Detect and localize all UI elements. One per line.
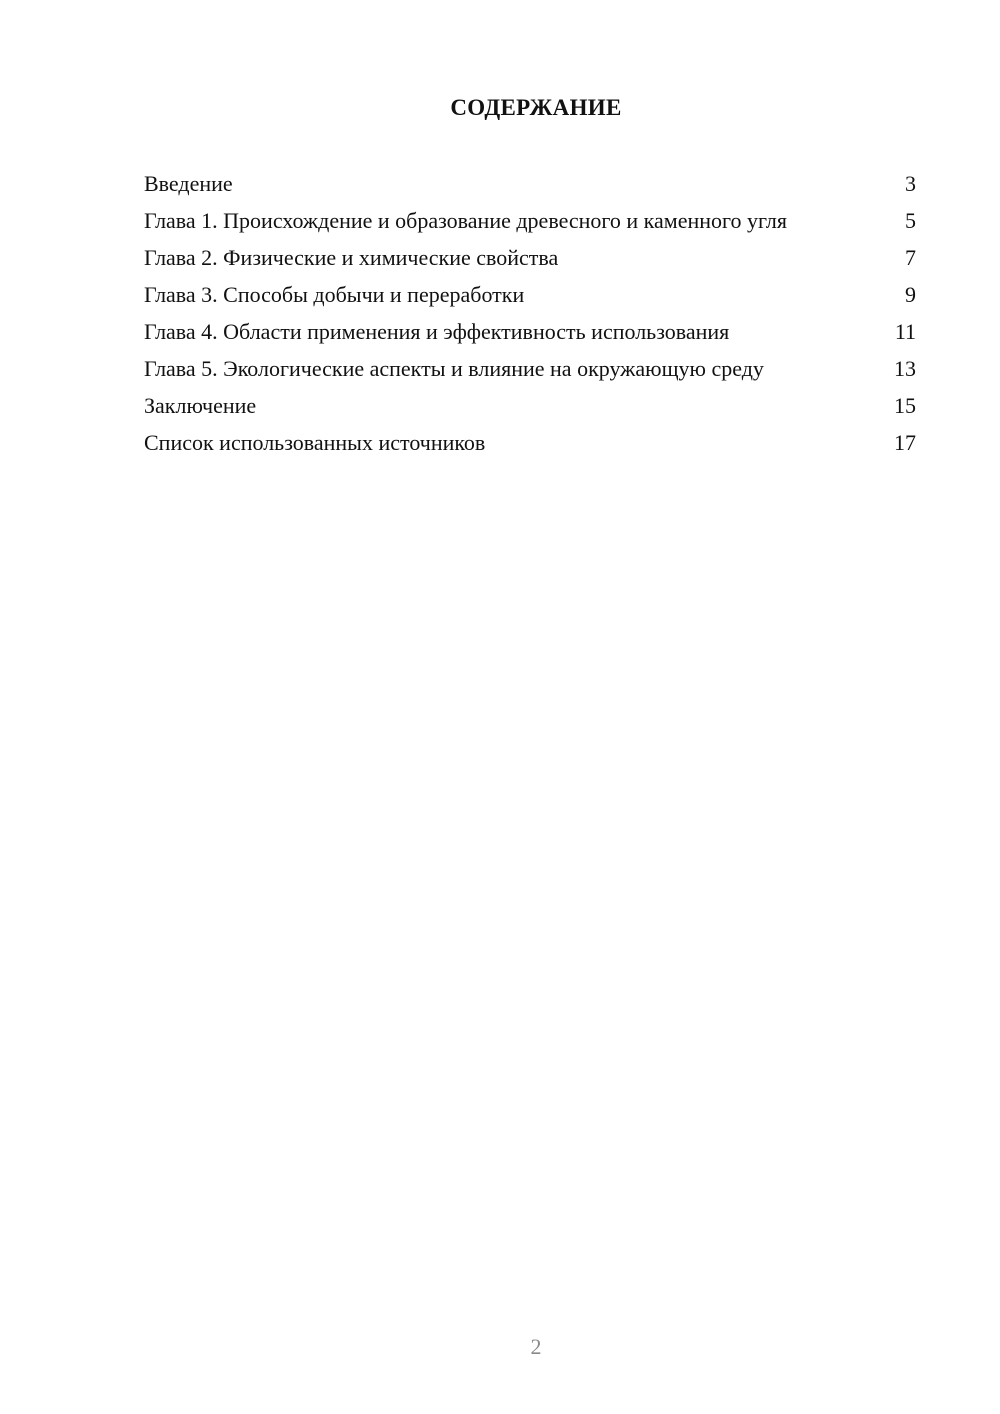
toc-entry-chapter-2 xyxy=(144,244,920,271)
toc-entry-text: Глава 3. Способы добычи и переработки xyxy=(144,282,525,307)
toc-entry-page: 17 xyxy=(894,430,916,455)
toc-entry-text: Глава 4. Области применения и эффективность использования xyxy=(144,319,730,344)
toc-entry-page: 7 xyxy=(905,245,916,270)
toc-entry-page: 11 xyxy=(894,319,916,344)
toc-entry-references xyxy=(144,429,920,456)
toc-entry-text: Глава 1. Происхождение и образование древесного и каменного угля xyxy=(144,208,788,233)
toc-entry-page: 13 xyxy=(894,356,916,381)
toc-entry-text: Введение xyxy=(144,171,233,196)
toc-entry-text: Заключение xyxy=(144,393,257,418)
toc-entry-chapter-1 xyxy=(144,207,920,234)
table-of-contents xyxy=(144,170,920,466)
toc-entry-page: 5 xyxy=(905,208,916,233)
page-number: 2 xyxy=(530,1334,542,1359)
toc-entry-chapter-5 xyxy=(144,355,920,382)
toc-entry-text: Глава 2. Физические и химические свойства xyxy=(144,245,559,270)
toc-entry-text: Список использованных источников xyxy=(144,430,486,455)
toc-entry-chapter-3 xyxy=(144,281,920,308)
page-title: СОДЕРЖАНИЕ xyxy=(450,95,622,120)
toc-entry-conclusion xyxy=(144,392,920,419)
toc-entry-introduction xyxy=(144,170,920,197)
toc-entry-text: Глава 5. Экологические аспекты и влияние на окружающую среду xyxy=(144,356,764,381)
toc-entry-page: 9 xyxy=(905,282,916,307)
toc-entry-page: 15 xyxy=(894,393,916,418)
toc-entry-chapter-4 xyxy=(144,318,920,345)
toc-entry-page: 3 xyxy=(905,171,916,196)
